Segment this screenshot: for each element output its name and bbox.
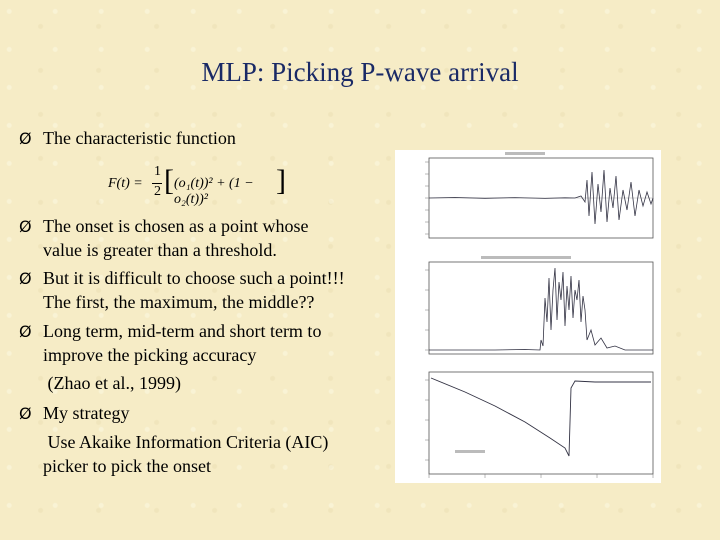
bullet-2-line-1: The onset is chosen as a point whose — [43, 216, 309, 236]
bullet-4 — [19, 319, 43, 344]
seismogram-figure — [395, 150, 661, 483]
bullet-4-line-3: (Zhao et al., 1999) — [43, 373, 181, 393]
formula-lhs: F(t) = — [108, 176, 143, 191]
bullet-5 — [19, 401, 43, 426]
bullet-4-line-1: Long term, mid-term and short term to — [43, 321, 322, 341]
formula-body: (o₁(t))² + (1 − o₂(t))² — [174, 176, 254, 207]
waveform-panel — [425, 152, 653, 238]
formula-bracket-right: ] — [276, 164, 286, 197]
aic-panel — [425, 372, 653, 478]
bullet-3 — [19, 266, 43, 291]
formula-bracket-left: [ — [164, 164, 174, 197]
formula-frac-num: 1 — [154, 164, 161, 179]
seismogram-panels-image — [395, 150, 661, 483]
bullet-2 — [19, 214, 43, 239]
characteristic-function-formula — [108, 164, 288, 207]
bullet-5-line-2: Use Akaike Information Criteria (AIC) — [43, 432, 329, 452]
bullet-4-line-2: improve the picking accuracy — [43, 345, 257, 365]
bullet-5-line-1: My strategy — [43, 403, 130, 423]
bullet-5-line-3: picker to pick the onset — [43, 456, 211, 476]
bullet-1 — [19, 126, 236, 151]
bullet-arrow-icon: Ø — [19, 129, 32, 148]
bullet-1-text: The characteristic function — [43, 128, 236, 148]
bullet-3-line-1: But it is difficult to choose such a point!!! — [43, 268, 345, 288]
characteristic-function-panel — [425, 256, 653, 354]
bullet-arrow-icon: Ø — [19, 269, 32, 288]
formula-frac-den: 2 — [154, 184, 161, 199]
bullet-3-line-2: The first, the maximum, the middle?? — [43, 292, 315, 312]
bullet-2-line-2: value is greater than a threshold. — [43, 240, 277, 260]
bullet-arrow-icon: Ø — [19, 404, 32, 423]
slide-title: MLP: Picking P-wave arrival — [201, 57, 519, 87]
bullet-arrow-icon: Ø — [19, 322, 32, 341]
bullet-arrow-icon: Ø — [19, 217, 32, 236]
